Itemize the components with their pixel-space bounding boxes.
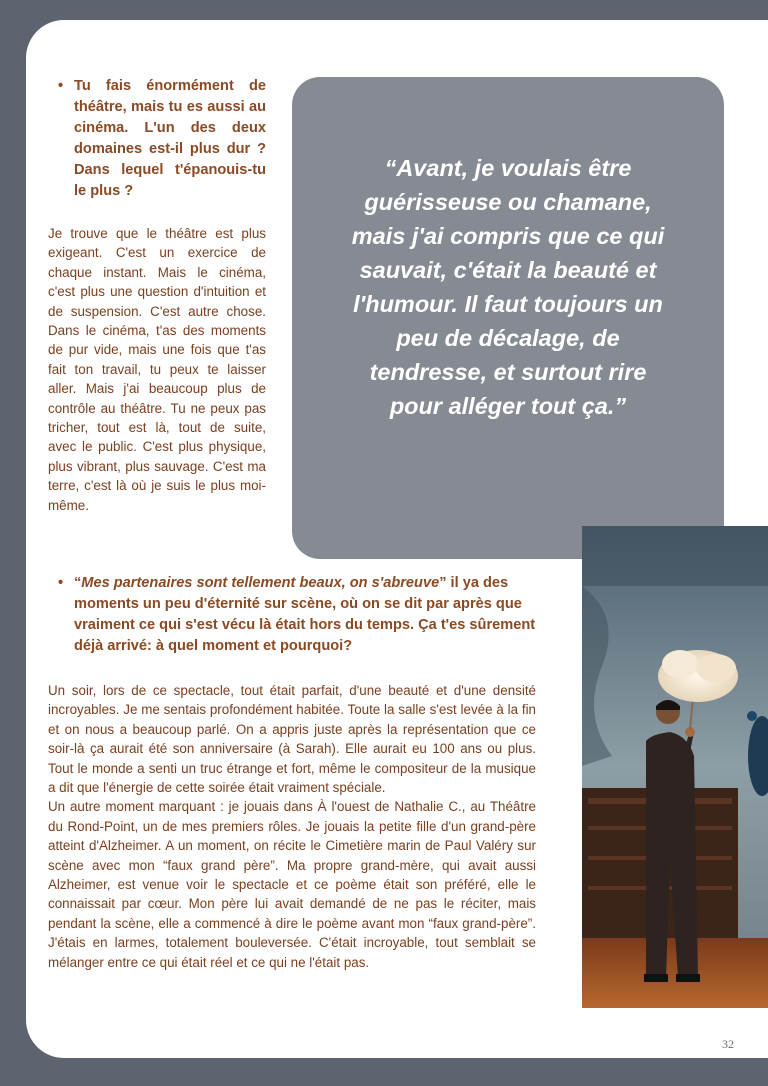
stage-photo-illustration: [582, 526, 768, 1008]
interview-question-2: [58, 573, 536, 657]
question-2-rest: ” il ya des moments un peu d'éternité sur scène, où on se dit par après que vraiment ce qui s'est vécu là était hors du temps. Ça t'es sûrement déjà arrivé: à quel moment et pourquoi?: [74, 575, 536, 654]
interview-question-1: [58, 76, 266, 202]
pull-quote-box: [292, 77, 724, 559]
pull-quote-text: “Avant, je voulais être guérisseuse ou chamane, mais j'ai compris que ce qui sauvait, c'était la beauté et l'humour. Il faut toujours un peu de décalage, de tendresse, et surtout rire pour alléger tout ça.”: [351, 155, 665, 419]
magazine-page: [26, 20, 768, 1058]
bullet-icon: •: [58, 575, 64, 591]
answer-2-paragraph-1: Un soir, lors de ce spectacle, tout était parfait, d'une beauté et d'une densité incroyables. Je me sentais profondément habitée. Toute la salle s'est levée à la fin et on nous a beaucoup parlé. On a appris juste après la représentation que ce soir-là ça aurait été son anniversaire (à Sarah). Elle aurait eu 100 ans ou plus. Tout le monde a senti un truc étrange et fort, même le compositeur de la musique a dit que l'énergie de cette soirée était vraiment spéciale.: [48, 683, 536, 796]
page-number: 32: [722, 1037, 734, 1051]
question-1-text: Tu fais énormément de théâtre, mais tu es aussi au cinéma. L'un des deux domaines est-il plus dur ? Dans lequel t'épanouis-tu le plus ?: [74, 78, 266, 199]
interview-answer-2: [48, 681, 536, 972]
interview-answer-1: Je trouve que le théâtre est plus exigeant. C'est un exercice de chaque instant. Mais le cinéma, c'est plus une question d'intuition et de suspension. C'est autre chose. Dans le cinéma, t'as des moments de pur vide, mais une fois que t'as fait ton travail, tu peux te laisser aller. Mais j'ai beaucoup plus de contrôle au théâtre. Tu ne peux pas tricher, tout est là, tout de suite, avec le public. C'est plus physique, plus vibrant, plus sauvage. C'est ma terre, c'est là où je suis le plus moi-même.: [48, 226, 266, 513]
stage-photo: [582, 526, 768, 1008]
bullet-icon: •: [58, 78, 64, 94]
question-2-quoted: Mes partenaires sont tellement beaux, on s'abreuve: [81, 575, 440, 591]
answer-2-paragraph-2: Un autre moment marquant : je jouais dans À l'ouest de Nathalie C., au Théâtre du Rond-Point, un de mes premiers rôles. Je jouais la petite fille d'un grand-père atteint d'Alzheimer. A un moment, on récite le Cimetière marin de Paul Valéry sur scène avec mon “faux grand père”. Ma propre grand-mère, qui avait aussi Alzheimer, est venue voir le spectacle et ce poème était son préféré, elle le connaissait par cœur. Mon père lui avait demandé de ne pas le réciter, mais pendant la scène, elle a commencé à dire le poème avant mon “faux grand-père”. J'étais en larmes, totalement bouleversée. C'était incroyable, tout semblait se mélanger entre ce qui était réel et ce qui ne l'était pas.: [48, 799, 536, 970]
question-2-open-quote: “: [74, 575, 82, 591]
